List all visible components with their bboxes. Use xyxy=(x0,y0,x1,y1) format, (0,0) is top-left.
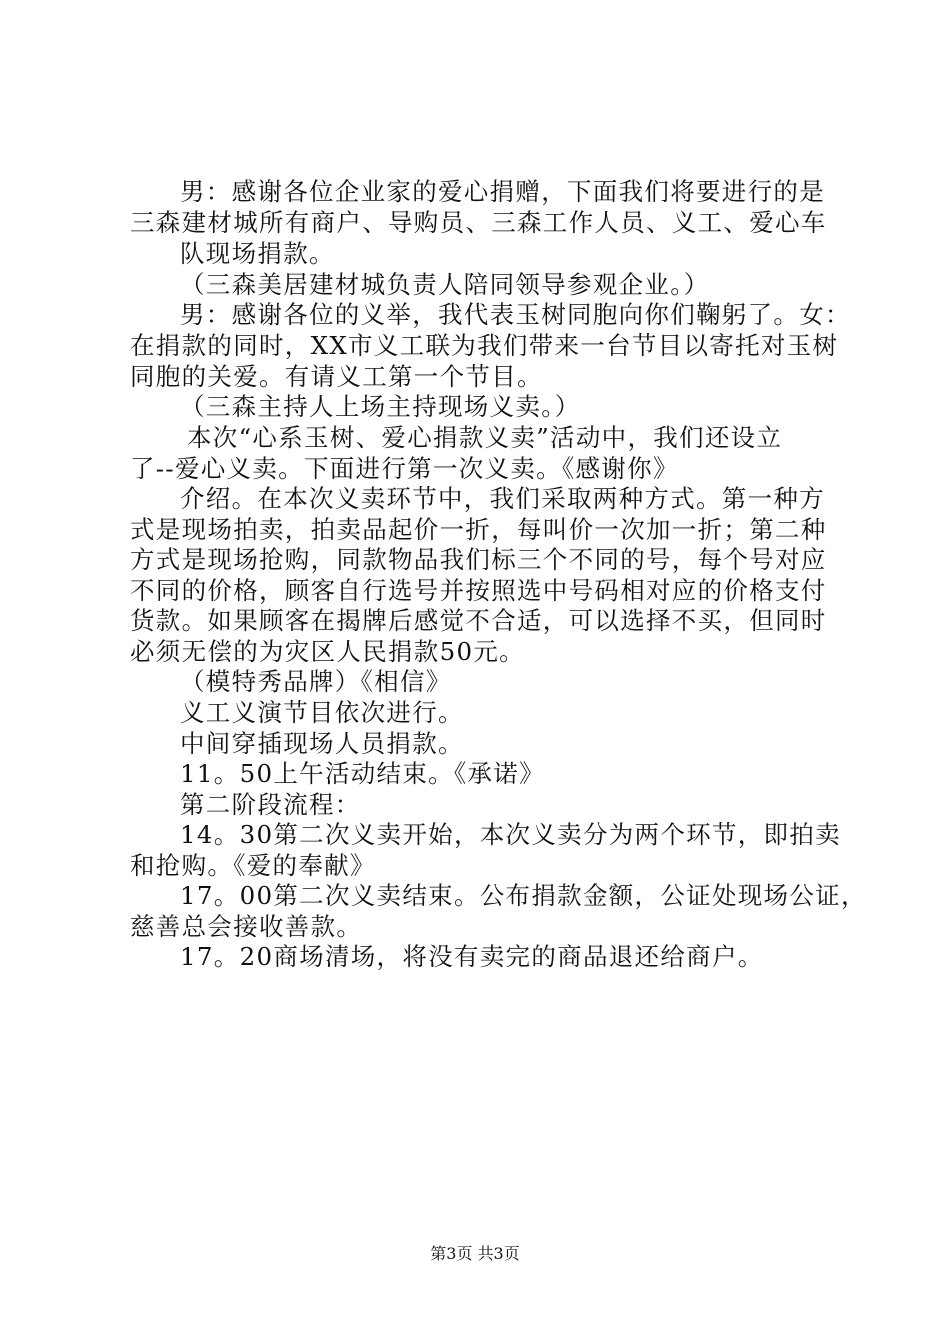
paragraph-line: 男：感谢各位的义举，我代表玉树同胞向你们鞠躬了。女： xyxy=(180,300,851,329)
page-footer: 第3页 共3页 xyxy=(430,1244,520,1263)
paragraph-line: 14。30第二次义卖开始，本次义卖分为两个环节，即拍卖 xyxy=(180,820,841,849)
paragraph-line: （三森美居建材城负责人陪同领导参观企业。） xyxy=(180,270,710,299)
paragraph-line: 在捐款的同时，XX市义工联为我们带来一台节目以寄托对玉树 xyxy=(130,331,839,360)
paragraph-line: 17。00第二次义卖结束。公布捐款金额，公证处现场公证， xyxy=(180,881,867,910)
paragraph-line: 中间穿插现场人员捐款。 xyxy=(180,729,464,758)
paragraph-line: 方式是现场抢购，同款物品我们标三个不同的号，每个号对应 xyxy=(130,545,827,574)
paragraph-line: 男：感谢各位企业家的爱心捐赠，下面我们将要进行的是 xyxy=(180,177,825,206)
paragraph-line: 必须无偿的为灾区人民捐款50元。 xyxy=(130,637,525,666)
paragraph-line: 三森建材城所有商户、导购员、三森工作人员、义工、爱心车 xyxy=(130,208,827,237)
paragraph-line: 同胞的关爱。有请义工第一个节目。 xyxy=(130,362,543,391)
paragraph-line: 了--爱心义卖。下面进行第一次义卖。《感谢你》 xyxy=(130,454,679,483)
paragraph-line: 货款。如果顾客在揭牌后感觉不合适，可以选择不买，但同时 xyxy=(130,606,827,635)
paragraph-line: 和抢购。《爱的奉献》 xyxy=(130,851,376,880)
paragraph-line: 式是现场拍卖，拍卖品起价一折，每叫价一次加一折；第二种 xyxy=(130,515,827,544)
paragraph-line: 义工义演节目依次进行。 xyxy=(180,698,464,727)
paragraph-line: 慈善总会接收善款。 xyxy=(130,912,363,941)
paragraph-line: 本次“心系玉树、爱心捐款义卖”活动中，我们还设立 xyxy=(187,423,783,452)
paragraph-line: （模特秀品牌）《相信》 xyxy=(180,667,452,696)
paragraph-line: 第二阶段流程： xyxy=(180,790,361,819)
paragraph-line: （三森主持人上场主持现场义卖。） xyxy=(180,392,581,421)
paragraph-line: 17。20商场清场，将没有卖完的商品退还给商户。 xyxy=(180,942,764,971)
paragraph-line: 介绍。在本次义卖环节中，我们采取两种方式。第一种方 xyxy=(180,484,825,513)
paragraph-line: 不同的价格，顾客自行选号并按照选中号码相对应的价格支付 xyxy=(130,576,827,605)
paragraph-line: 队现场捐款。 xyxy=(180,239,335,268)
paragraph-line: 11。50上午活动结束。《承诺》 xyxy=(180,759,545,788)
